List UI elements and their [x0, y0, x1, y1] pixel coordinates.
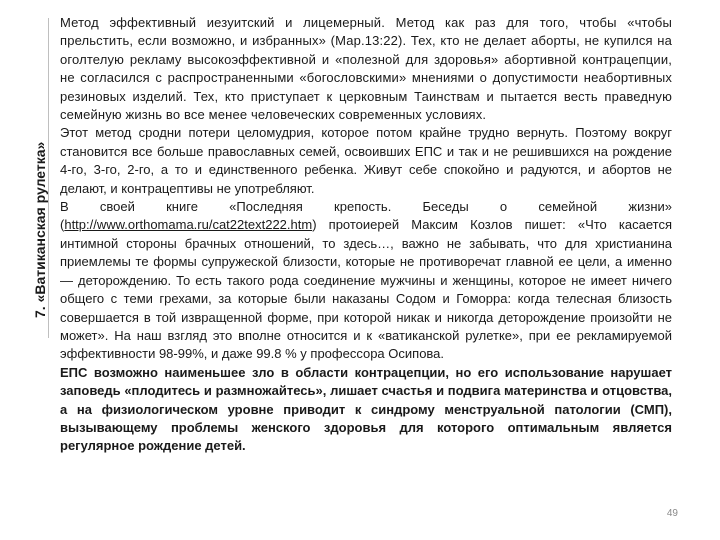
paragraph-1: Метод эффективный иезуитский и лицемерный. Метод как раз для того, чтобы «чтобы прельстить, если возможно, и избранных» (Мар.13:22). Тех, кто не делает аборты, не купился на оголтелую рекламу высокоэффективной и «полезной для здоровья» абортивной контрацепции, не согласился с распространенными «богословскими» мнениями о допустимости неабортивных резиновых изделий. Тех, кто приступает к церковным Таинствам и пытается весть праведную семейную жизнь во все менее человеческих современных условиях. — [60, 15, 672, 123]
paragraph-3-quote: ) протоиерей Максим Козлов пишет: «Что касается интимной стороны брачных отношений, то здесь…, важно не забывать, что для христианина приемлемы те формы супружеской близости, которые не противоречат главной ее цели, а именно — деторождению. То есть такого рода соединение мужчины и женщины, которое не имеет ничего общего с теми грехами, за которые были наказаны Содом и Гоморра: когда телесная близость совершается в той извращенной форме, при которой никак и никогда деторождение произойти не может». На наш взгляд это вполне относится и к «ватиканской рулетке», при ее рекламируемой эффективности 98-99%, и даже 99.8 % у профессора Осипова. — [60, 217, 672, 362]
title-divider — [48, 18, 49, 338]
paragraph-2: Этот метод сродни потери целомудрия, которое потом крайне трудно вернуть. Поэтому вокруг становится все больше православных семей, освоивших ЕПС и так и не решившихся на рождение 4-го, 3-го, 2-го, а то и единственного ребенка. Живут себе спокойно и радуются, и абортов не делают, и контрацептивы не употребляют. — [60, 125, 672, 196]
page-number: 49 — [666, 508, 678, 519]
paragraph-3-intro: В своей книге «Последняя крепость. Беседы о семейной жизни» ( — [60, 199, 672, 233]
slide-body — [60, 14, 672, 456]
slide-title: 7. «Ватиканская рулетка» — [32, 141, 48, 318]
orthomama-link[interactable]: http://www.orthomama.ru/cat22text222.htm — [64, 217, 313, 233]
paragraph-3 — [60, 198, 672, 364]
paragraph-4-conclusion: ЕПС возможно наименьшее зло в области контрацепции, но его использование нарушает заповедь «плодитесь и размножайтесь», лишает счастья и подвига материнства и отцовства, а на физиологическом уровне приводит к синдрому менструальной патологии (СМП), вызывающему проблемы женского здоровья для которого оптимальным является регулярное рождение детей. — [60, 364, 672, 454]
